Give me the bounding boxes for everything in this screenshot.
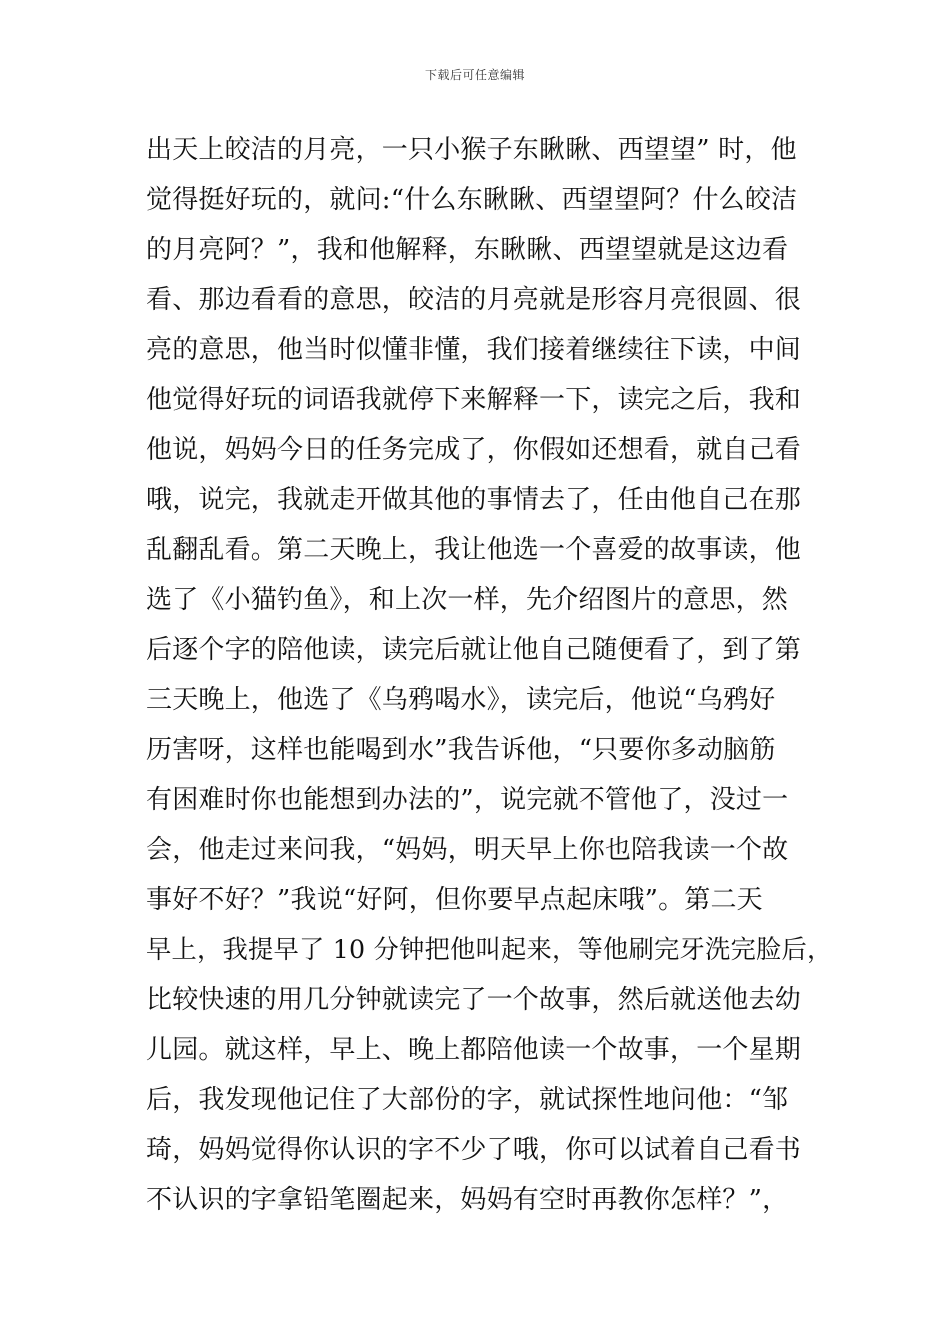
text-line: 后，我发现他记住了大部份的字，就试探性地问他：“邹 — [146, 1085, 789, 1115]
text-line: 哦，说完，我就走开做其他的事情去了，任由他自己在那 — [146, 485, 802, 515]
text-line: 后逐个字的陪他读，读完后就让他自己随便看了，到了第 — [146, 635, 802, 665]
text-line: 比较快速的用几分钟就读完了一个故事，然后就送他去幼 — [146, 985, 802, 1015]
text-line: 儿园。就这样，早上、晚上都陪他读一个故事，一个星期 — [146, 1035, 802, 1065]
text-line: 选了《小猫钓鱼》，和上次一样，先介绍图片的意思，然 — [146, 585, 789, 615]
text-line: 看、那边看看的意思，皎洁的月亮就是形容月亮很圆、很 — [146, 285, 802, 315]
text-line: 早上，我提早了 10 分钟把他叫起来，等他刷完牙洗完脸后， — [146, 935, 833, 964]
text-line: 历害呀，这样也能喝到水”我告诉他，“只要你多动脑筋 — [146, 735, 776, 765]
text-line: 的月亮阿？”，我和他解释，东瞅瞅、西望望就是这边看 — [146, 235, 789, 265]
text-line: 他说，妈妈今日的任务完成了，你假如还想看，就自己看 — [146, 435, 802, 465]
text-line: 琦，妈妈觉得你认识的字不少了哦，你可以试着自己看书 — [146, 1135, 802, 1165]
text-line: 三天晚上，他选了《乌鸦喝水》，读完后，他说“乌鸦好 — [146, 685, 776, 715]
text-line: 出天上皎洁的月亮，一只小猴子东瞅瞅、西望望” 时，他 — [146, 135, 797, 165]
text-line: 不认识的字拿铅笔圈起来，妈妈有空时再教你怎样？”， — [146, 1185, 789, 1215]
body-paragraph — [146, 125, 836, 1225]
text-line: 事好不好？”我说“好阿，但你要早点起床哦”。第二天 — [146, 885, 763, 915]
text-line: 有困难时你也能想到办法的”，说完就不管他了，没过一 — [146, 785, 789, 815]
text-line: 觉得挺好玩的，就问:“什么东瞅瞅、西望望阿？什么皎洁 — [146, 185, 798, 215]
text-line: 亮的意思，他当时似懂非懂，我们接着继续往下读，中间 — [146, 335, 802, 365]
text-line: 乱翻乱看。第二天晚上，我让他选一个喜爱的故事读，他 — [146, 535, 802, 565]
text-line: 会，他走过来问我，“妈妈，明天早上你也陪我读一个故 — [146, 835, 789, 865]
page-header: 下载后可任意编辑 — [424, 68, 525, 82]
text-line: 他觉得好玩的词语我就停下来解释一下，读完之后，我和 — [146, 385, 802, 415]
